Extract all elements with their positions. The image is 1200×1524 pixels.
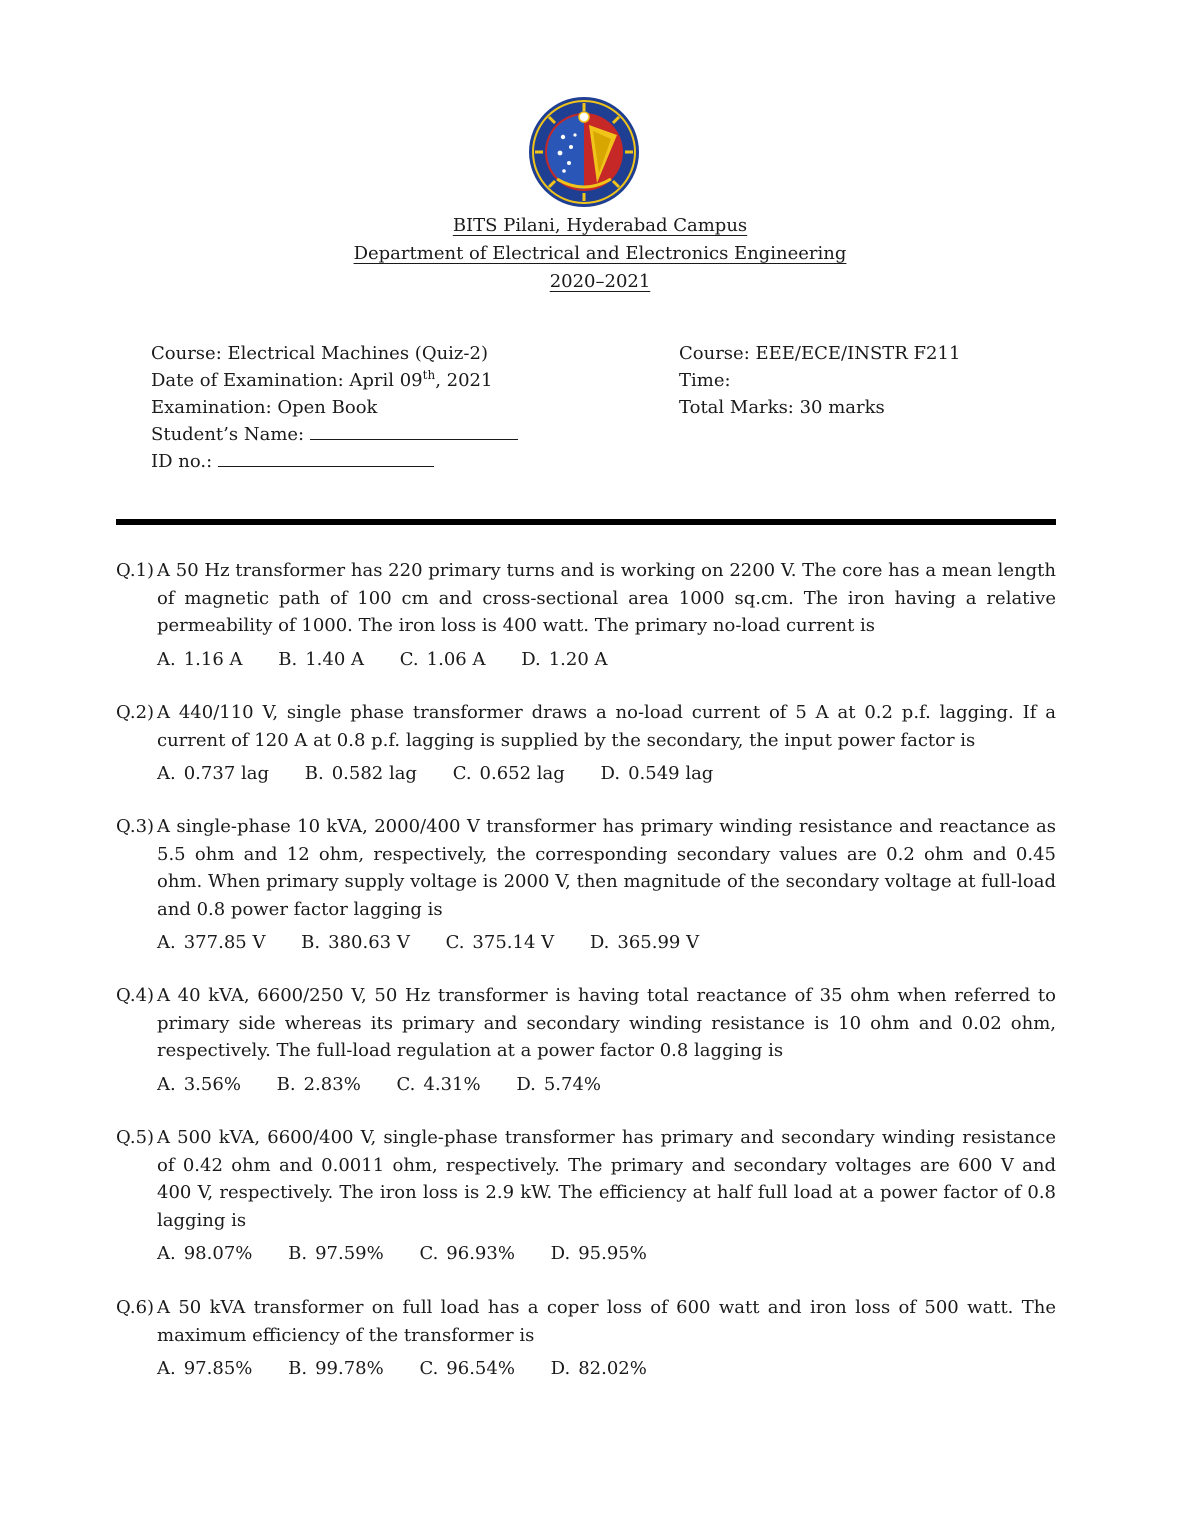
exam-time: Time: (679, 370, 731, 391)
question-number: Q.4) (116, 985, 155, 1006)
question-5 (116, 1124, 1056, 1266)
option-d: D. 82.02% (550, 1358, 647, 1379)
option-a: A. 377.85 V (157, 932, 266, 953)
option-b: B. 380.63 V (301, 932, 410, 953)
option-d: D. 365.99 V (589, 932, 700, 953)
answer-options (116, 931, 1056, 955)
id-row (151, 448, 518, 475)
exam-date: Date of Examination: April 09th, 2021 (151, 368, 493, 391)
total-marks: Total Marks: 30 marks (679, 397, 885, 418)
answer-options (116, 1242, 1056, 1266)
question-number: Q.2) (116, 702, 155, 723)
option-d: D. 1.20 A (521, 648, 608, 670)
id-label: ID no.: (151, 451, 213, 472)
student-name-row (151, 421, 518, 448)
section-divider (116, 519, 1056, 525)
question-text: A 50 kVA transformer on full load has a coper loss of 600 watt and iron loss of 500 watt. The maximum efficiency of the transformer is (157, 1297, 1056, 1346)
answer-options (116, 1357, 1056, 1381)
course-name: Course: Electrical Machines (Quiz-2) (151, 343, 488, 364)
question-2 (116, 699, 1056, 786)
option-b: B. 0.582 lag (304, 763, 417, 784)
exam-details-right (679, 340, 960, 421)
option-d: D. 95.95% (550, 1243, 647, 1264)
answer-options (116, 762, 1056, 786)
question-4 (116, 982, 1056, 1097)
institution-logo (527, 95, 641, 209)
question-number: Q.3) (116, 816, 155, 837)
question-text: A 500 kVA, 6600/400 V, single-phase transformer has primary and secondary winding resistance of 0.42 ohm and 0.0011 ohm, respectively. The primary and secondary voltages are 600 V and 400 V, respectively. The iron loss is 2.9 kW. The efficiency at half full load at a power factor of 0.8 lagging is (157, 1127, 1056, 1231)
option-d: D. 0.549 lag (600, 763, 714, 784)
option-a: A. 1.16 A (157, 648, 243, 670)
question-text: A single-phase 10 kVA, 2000/400 V transformer has primary winding resistance and reactance as 5.5 ohm and 12 ohm, respectively, the corresponding secondary values are 0.2 ohm and 0.45 ohm. When primary supply voltage is 2000 V, then magnitude of the secondary voltage at full-load and 0.8 power factor lagging is (157, 816, 1056, 920)
option-a: A. 3.56% (157, 1073, 241, 1095)
option-c: C. 96.93% (419, 1243, 515, 1264)
option-b: B. 97.59% (288, 1243, 384, 1264)
answer-options (116, 1073, 1056, 1097)
option-d: D. 5.74% (516, 1073, 602, 1095)
department-heading: Department of Electrical and Electronics Engineering (353, 243, 847, 264)
question-number: Q.5) (116, 1127, 155, 1148)
option-b: B. 1.40 A (278, 648, 365, 670)
question-3 (116, 813, 1056, 955)
option-c: C. 375.14 V (445, 932, 555, 953)
option-c: C. 0.652 lag (452, 763, 565, 784)
option-a: A. 98.07% (157, 1243, 253, 1264)
question-number: Q.6) (116, 1297, 155, 1318)
id-blank (218, 452, 434, 467)
question-text: A 40 kVA, 6600/250 V, 50 Hz transformer is having total reactance of 35 ohm when referred to primary side whereas its primary and secondary winding resistance is 10 ohm and 0.02 ohm, respectively. The full-load regulation at a power factor 0.8 lagging is (157, 985, 1056, 1061)
question-text: A 440/110 V, single phase transformer draws a no-load current of 5 A at 0.2 p.f. lagging. If a current of 120 A at 0.8 p.f. lagging is supplied by the secondary, the input power factor is (157, 702, 1056, 751)
option-a: A. 0.737 lag (157, 763, 269, 784)
course-code: Course: EEE/ECE/INSTR F211 (679, 343, 961, 364)
question-number: Q.1) (116, 560, 155, 581)
option-c: C. 1.06 A (399, 648, 486, 670)
question-text: A 50 Hz transformer has 220 primary turns and is working on 2200 V. The core has a mean length of magnetic path of 100 cm and cross-sectional area 1000 sq.cm. The iron having a relative permeability of 1000. The iron loss is 400 watt. The primary no-load current is (157, 560, 1056, 636)
student-name-blank (310, 425, 518, 440)
question-6 (116, 1294, 1056, 1381)
option-b: B. 99.78% (288, 1358, 384, 1379)
answer-options (116, 648, 1056, 672)
academic-year: 2020–2021 (549, 271, 651, 292)
option-a: A. 97.85% (157, 1358, 253, 1379)
exam-details-left (151, 340, 518, 475)
question-1 (116, 557, 1056, 672)
option-c: C. 4.31% (396, 1073, 481, 1095)
option-c: C. 96.54% (419, 1358, 515, 1379)
option-b: B. 2.83% (276, 1073, 361, 1095)
institution-heading: BITS Pilani, Hyderabad Campus (452, 215, 748, 236)
exam-type: Examination: Open Book (151, 397, 378, 418)
student-name-label: Student’s Name: (151, 424, 305, 445)
